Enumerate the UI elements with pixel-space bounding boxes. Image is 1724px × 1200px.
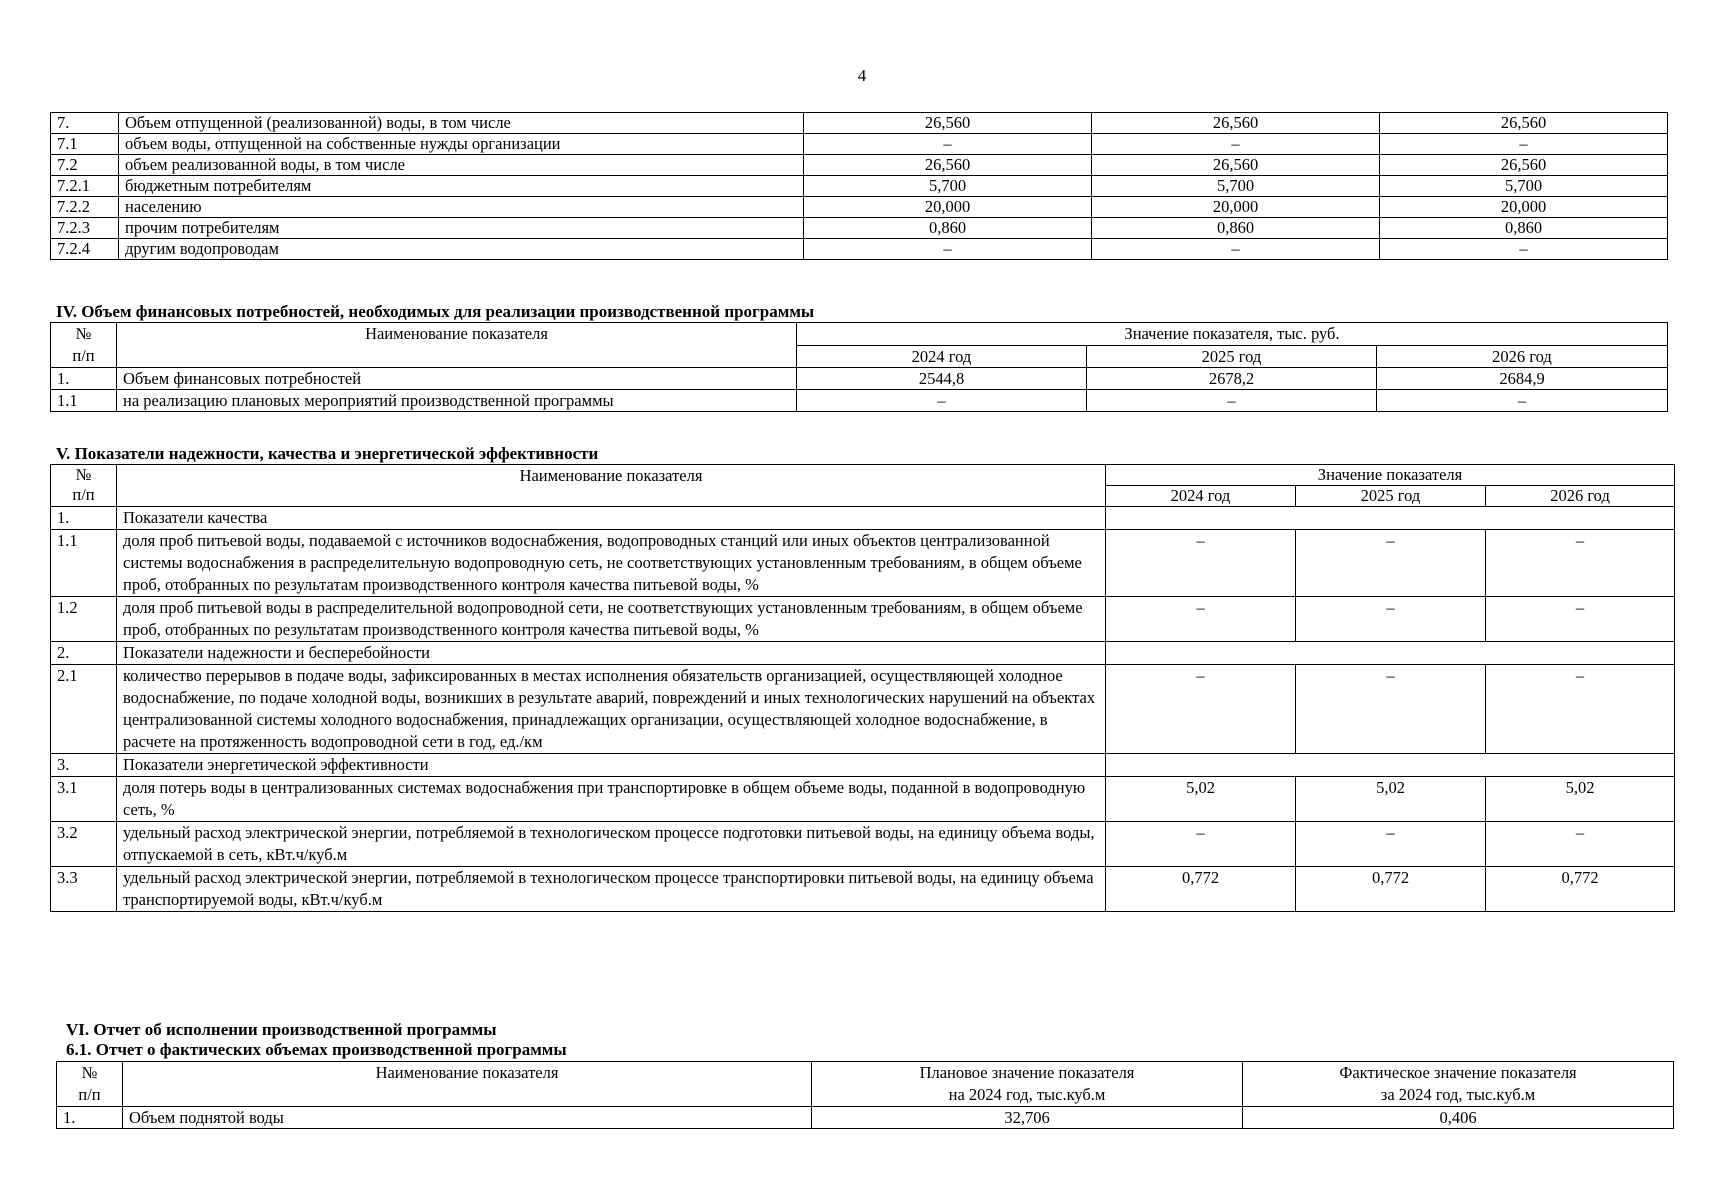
actual-volumes-table [56, 1061, 1674, 1129]
row-value-2024: – [804, 134, 1092, 155]
row-value-2026: 5,02 [1486, 777, 1675, 822]
row-value-2025: 2678,2 [1087, 368, 1377, 390]
row-num: 1. [51, 507, 117, 530]
row-value-2025: 5,700 [1092, 176, 1380, 197]
row-name: другим водопроводам [119, 239, 804, 260]
section-6-title: VI. Отчет об исполнении производственной программы [66, 1020, 497, 1039]
table-row [51, 113, 1668, 134]
row-value-2025: 26,560 [1092, 113, 1380, 134]
row-name: Объем поднятой воды [123, 1107, 812, 1129]
header-plan-line1: Плановое значение показателя [919, 1063, 1135, 1082]
row-name: удельный расход электрической энергии, потребляемой в технологическом процессе подготовки питьевой воды, на единицу объема воды, отпускаемой в сеть, кВт.ч/куб.м [117, 822, 1106, 867]
row-num: 3. [51, 754, 117, 777]
row-value-2025: 20,000 [1092, 197, 1380, 218]
row-value-2024: 26,560 [804, 155, 1092, 176]
table-row [51, 530, 1675, 597]
row-num: 3.3 [51, 867, 117, 912]
table-row [51, 867, 1675, 912]
header-num [51, 465, 117, 507]
row-num: 7.2 [51, 155, 119, 176]
page-number: 4 [857, 66, 867, 85]
row-value-2024: 5,700 [804, 176, 1092, 197]
header-year-2024: 2024 год [797, 345, 1087, 368]
table-row [51, 597, 1675, 642]
row-num: 1. [57, 1107, 123, 1129]
row-value-2024: – [1106, 530, 1296, 597]
row-value-2026: – [1380, 134, 1668, 155]
row-value-2025: 5,02 [1296, 777, 1486, 822]
empty-value-cell [1106, 642, 1675, 665]
header-fact-line2: за 2024 год, тыс.куб.м [1380, 1085, 1536, 1104]
header-num-line2: п/п [72, 485, 95, 504]
header-year-2024: 2024 год [1106, 486, 1296, 507]
header-name: Наименование показателя [117, 465, 1106, 507]
row-num: 7.2.4 [51, 239, 119, 260]
row-value-2024: 5,02 [1106, 777, 1296, 822]
group-header-row [51, 754, 1675, 777]
row-value-2026: 0,772 [1486, 867, 1675, 912]
table-row [51, 777, 1675, 822]
row-value-2024: 0,860 [804, 218, 1092, 239]
group-header-row [51, 507, 1675, 530]
row-num: 7.2.1 [51, 176, 119, 197]
row-value-2026: – [1486, 597, 1675, 642]
row-value-2026: 2684,9 [1377, 368, 1668, 390]
table-row [51, 155, 1668, 176]
row-num: 1.1 [51, 530, 117, 597]
header-fact-line1: Фактическое значение показателя [1339, 1063, 1577, 1082]
row-value-2024: 20,000 [804, 197, 1092, 218]
row-value-2024: 26,560 [804, 113, 1092, 134]
row-num: 1.1 [51, 390, 117, 412]
header-num [51, 323, 117, 368]
row-value-2026: 5,700 [1380, 176, 1668, 197]
row-value-2026: – [1380, 239, 1668, 260]
row-value-2025: – [1296, 665, 1486, 754]
row-name: количество перерывов в подаче воды, зафиксированных в местах исполнения обязательств организацией, осуществляющей холодное водоснабжение, по подаче холодной воды, возникших в результате аварий, повреждений и иных технологических нарушений на объектах централизованной системы холодного водоснабжения, принадлежащих организации, осуществляющей холодное водоснабжение, в расчете на протяженность водопроводной сети в год, ед./км [117, 665, 1106, 754]
row-value-2026: – [1377, 390, 1668, 412]
header-year-2025: 2025 год [1296, 486, 1486, 507]
table-row [51, 176, 1668, 197]
table-row [51, 390, 1668, 412]
row-value-2025: – [1296, 597, 1486, 642]
header-fact [1243, 1062, 1674, 1107]
row-name: населению [119, 197, 804, 218]
row-value-2024: 2544,8 [797, 368, 1087, 390]
row-name: доля проб питьевой воды, подаваемой с источников водоснабжения, водопроводных станций или иных объектов централизованной системы водоснабжения в распределительную водопроводную сеть, не соответствующих установленным требованиям, в общем объеме проб, отобранных по результатам производственного контроля качества питьевой воды, % [117, 530, 1106, 597]
header-name: Наименование показателя [123, 1062, 812, 1107]
row-value-2025: – [1087, 390, 1377, 412]
row-name: Показатели надежности и бесперебойности [117, 642, 1106, 665]
row-name: на реализацию плановых мероприятий производственной программы [117, 390, 797, 412]
row-value-2026: 20,000 [1380, 197, 1668, 218]
row-value-2026: – [1486, 530, 1675, 597]
header-plan-line2: на 2024 год, тыс.куб.м [948, 1085, 1106, 1104]
empty-value-cell [1106, 754, 1675, 777]
table-row [51, 218, 1668, 239]
row-fact: 0,406 [1243, 1107, 1674, 1129]
header-num-line1: № [75, 465, 92, 484]
row-value-2024: – [804, 239, 1092, 260]
row-num: 1.2 [51, 597, 117, 642]
row-name: объем реализованной воды, в том числе [119, 155, 804, 176]
row-name: доля проб питьевой воды в распределительной водопроводной сети, не соответствующих установленным требованиям, в общем объеме проб, отобранных по результатам производственного контроля качества питьевой воды, % [117, 597, 1106, 642]
row-value-2025: – [1092, 134, 1380, 155]
section-6-1-title: 6.1. Отчет о фактических объемах производственной программы [66, 1040, 567, 1059]
row-name: доля потерь воды в централизованных системах водоснабжения при транспортировке в общем объеме воды, поданной в водопроводную сеть, % [117, 777, 1106, 822]
row-value-2024: – [797, 390, 1087, 412]
water-volume-table [50, 112, 1668, 260]
row-num: 2.1 [51, 665, 117, 754]
row-num: 2. [51, 642, 117, 665]
table-row [51, 134, 1668, 155]
header-year-2025: 2025 год [1087, 345, 1377, 368]
table-row [51, 822, 1675, 867]
header-value: Значение показателя [1106, 465, 1675, 486]
row-value-2025: 0,860 [1092, 218, 1380, 239]
table-row [51, 197, 1668, 218]
row-num: 7.2.3 [51, 218, 119, 239]
group-header-row [51, 642, 1675, 665]
row-name: Объем финансовых потребностей [117, 368, 797, 390]
row-value-2026: 26,560 [1380, 113, 1668, 134]
row-num: 3.2 [51, 822, 117, 867]
header-year-2026: 2026 год [1377, 345, 1668, 368]
table-row [57, 1107, 1674, 1129]
header-plan [812, 1062, 1243, 1107]
row-name: Объем отпущенной (реализованной) воды, в том числе [119, 113, 804, 134]
header-num-line1: № [75, 324, 92, 343]
row-value-2025: 26,560 [1092, 155, 1380, 176]
section-4-title: IV. Объем финансовых потребностей, необходимых для реализации производственной программы [56, 302, 815, 321]
table-row [51, 239, 1668, 260]
row-value-2024: 0,772 [1106, 867, 1296, 912]
row-value-2024: – [1106, 597, 1296, 642]
row-name: Показатели энергетической эффективности [117, 754, 1106, 777]
row-name: бюджетным потребителям [119, 176, 804, 197]
row-plan: 32,706 [812, 1107, 1243, 1129]
header-name: Наименование показателя [117, 323, 797, 368]
row-value-2024: – [1106, 665, 1296, 754]
row-value-2026: – [1486, 665, 1675, 754]
table-row [51, 368, 1668, 390]
row-num: 7. [51, 113, 119, 134]
header-num-line2: п/п [72, 346, 95, 365]
row-num: 3.1 [51, 777, 117, 822]
row-value-2026: 26,560 [1380, 155, 1668, 176]
row-name: удельный расход электрической энергии, потребляемой в технологическом процессе транспортировки питьевой воды, на единицу объема транспортируемой воды, кВт.ч/куб.м [117, 867, 1106, 912]
row-value-2025: – [1296, 822, 1486, 867]
row-name: объем воды, отпущенной на собственные нужды организации [119, 134, 804, 155]
row-value-2025: – [1092, 239, 1380, 260]
row-value-2026: – [1486, 822, 1675, 867]
reliability-table [50, 464, 1675, 912]
table-row [51, 665, 1675, 754]
row-name: прочим потребителям [119, 218, 804, 239]
row-value-2025: 0,772 [1296, 867, 1486, 912]
financial-needs-table [50, 322, 1668, 412]
header-num-line2: п/п [78, 1085, 101, 1104]
header-num-line1: № [81, 1063, 98, 1082]
empty-value-cell [1106, 507, 1675, 530]
row-value-2026: 0,860 [1380, 218, 1668, 239]
row-name: Показатели качества [117, 507, 1106, 530]
row-num: 7.2.2 [51, 197, 119, 218]
row-num: 7.1 [51, 134, 119, 155]
row-value-2024: – [1106, 822, 1296, 867]
row-num: 1. [51, 368, 117, 390]
section-5-title: V. Показатели надежности, качества и энергетической эффективности [56, 444, 599, 463]
header-year-2026: 2026 год [1486, 486, 1675, 507]
header-num [57, 1062, 123, 1107]
header-value: Значение показателя, тыс. руб. [797, 323, 1668, 346]
row-value-2025: – [1296, 530, 1486, 597]
